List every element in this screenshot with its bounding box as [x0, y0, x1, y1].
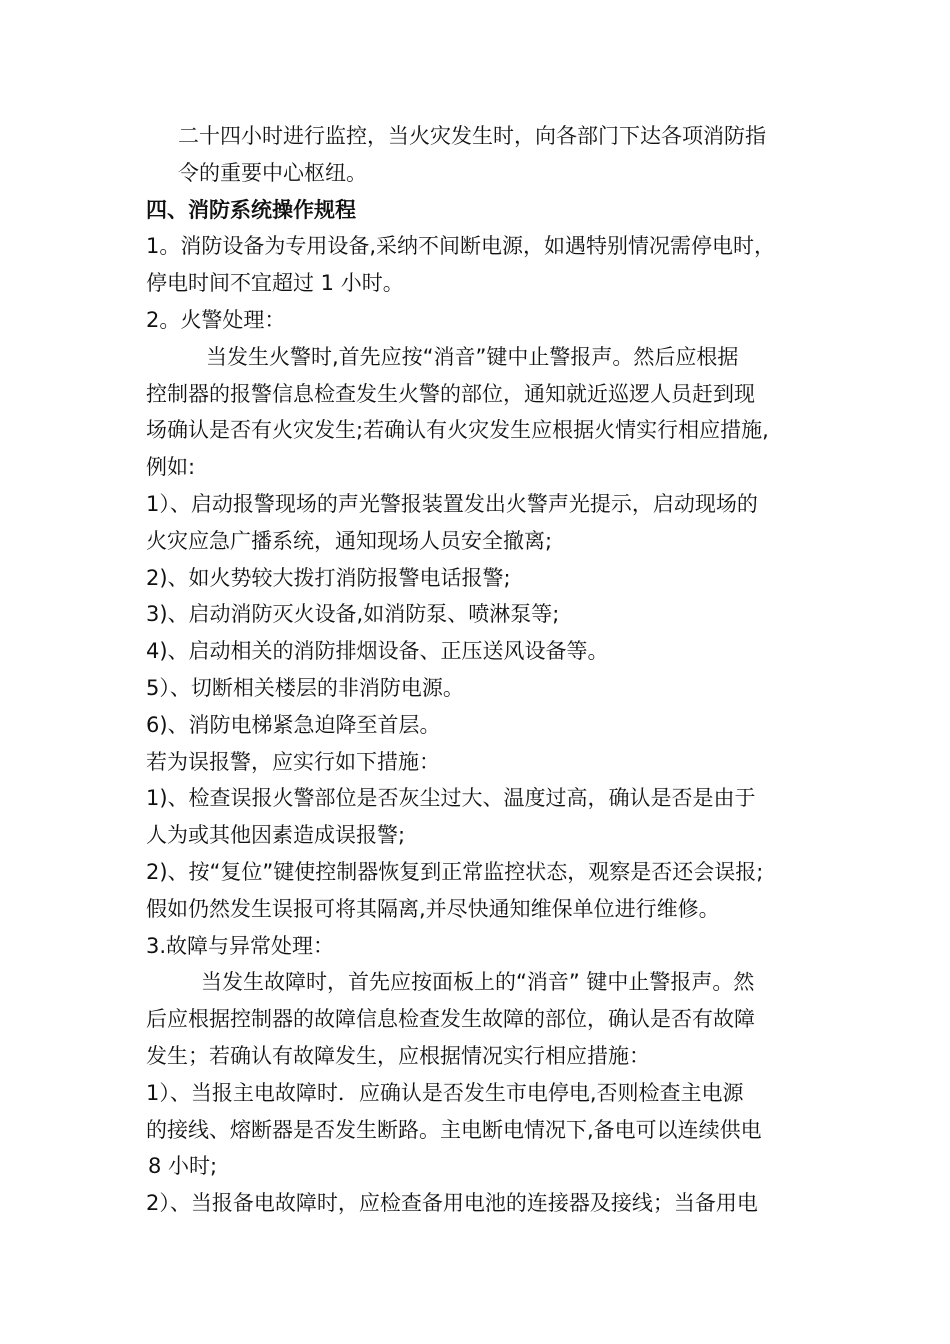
list-item-line: 5）、切断相关楼层的非消防电源。 [146, 675, 464, 700]
text-line: 当发生故障时，首先应按面板上的“消音” 键中止警报声。然 [201, 970, 755, 995]
text-line: 二十四小时进行监控，当火灾发生时，向各部门下达各项消防指 [178, 124, 766, 148]
list-item-line: 1）、启动报警现场的声光警报装置发出火警声光提示，启动现场的 [146, 491, 758, 516]
list-item-line: 火灾应急广播系统，通知现场人员安全撤离; [146, 528, 553, 553]
list-item-line: 4)、启动相关的消防排烟设备、正压送风设备等。 [146, 639, 609, 664]
list-item-line: 8 小时; [148, 1154, 218, 1179]
text-line: 若为误报警，应实行如下措施： [146, 749, 440, 774]
text-line: 令的重要中心枢纽。 [178, 160, 367, 185]
text-line: 1。消防设备为专用设备,采纳不间断电源，如遇特别情况需停电时， [146, 234, 776, 259]
text-line: 例如: [146, 455, 196, 480]
list-item-line: 2）、当报备电故障时，应检查备用电池的连接器及接线；当备用电 [146, 1191, 758, 1216]
list-item-line: 1)、检查误报火警部位是否灰尘过大、温度过高，确认是否是由于 [146, 786, 756, 811]
list-item-line: 2)、按“复位”键使控制器恢复到正常监控状态，观察是否还会误报; [146, 859, 764, 884]
list-item-line: 人为或其他因素造成误报警; [146, 823, 406, 848]
subheading-line: 2。火警处理： [146, 307, 286, 332]
document-body [146, 118, 826, 1222]
list-item-line: 6)、消防电梯紧急迫降至首层。 [146, 712, 441, 737]
text-line: 后应根据控制器的故障信息检查发生故障的部位，确认是否有故障 [146, 1007, 755, 1032]
text-line: 当发生火警时,首先应按“消音”键中止警报声。然后应根据 [206, 344, 739, 369]
text-line: 停电时间不宜超过 1 小时。 [146, 271, 404, 296]
list-item-line: 的接线、熔断器是否发生断路。主电断电情况下,备电可以连续供电 [146, 1117, 762, 1142]
list-item-line: 假如仍然发生误报可将其隔离,并尽快通知维保单位进行维修。 [146, 896, 720, 921]
list-item-line: 1）、当报主电故障时．应确认是否发生市电停电,否则检查主电源 [146, 1080, 744, 1105]
text-line: 控制器的报警信息检查发生火警的部位，通知就近巡逻人员赶到现 [146, 381, 755, 406]
section-heading: 四、消防系统操作规程 [146, 197, 356, 222]
text-line: 发生；若确认有故障发生，应根据情况实行相应措施： [146, 1043, 650, 1068]
list-item-line: 3)、启动消防灭火设备,如消防泵、喷淋泵等; [146, 602, 560, 627]
subheading-line: 3.故障与异常处理： [146, 933, 335, 958]
list-item-line: 2)、如火势较大拨打消防报警电话报警; [146, 565, 511, 590]
text-line: 场确认是否有火灾发生;若确认有火灾发生应根据火情实行相应措施, [146, 418, 769, 443]
